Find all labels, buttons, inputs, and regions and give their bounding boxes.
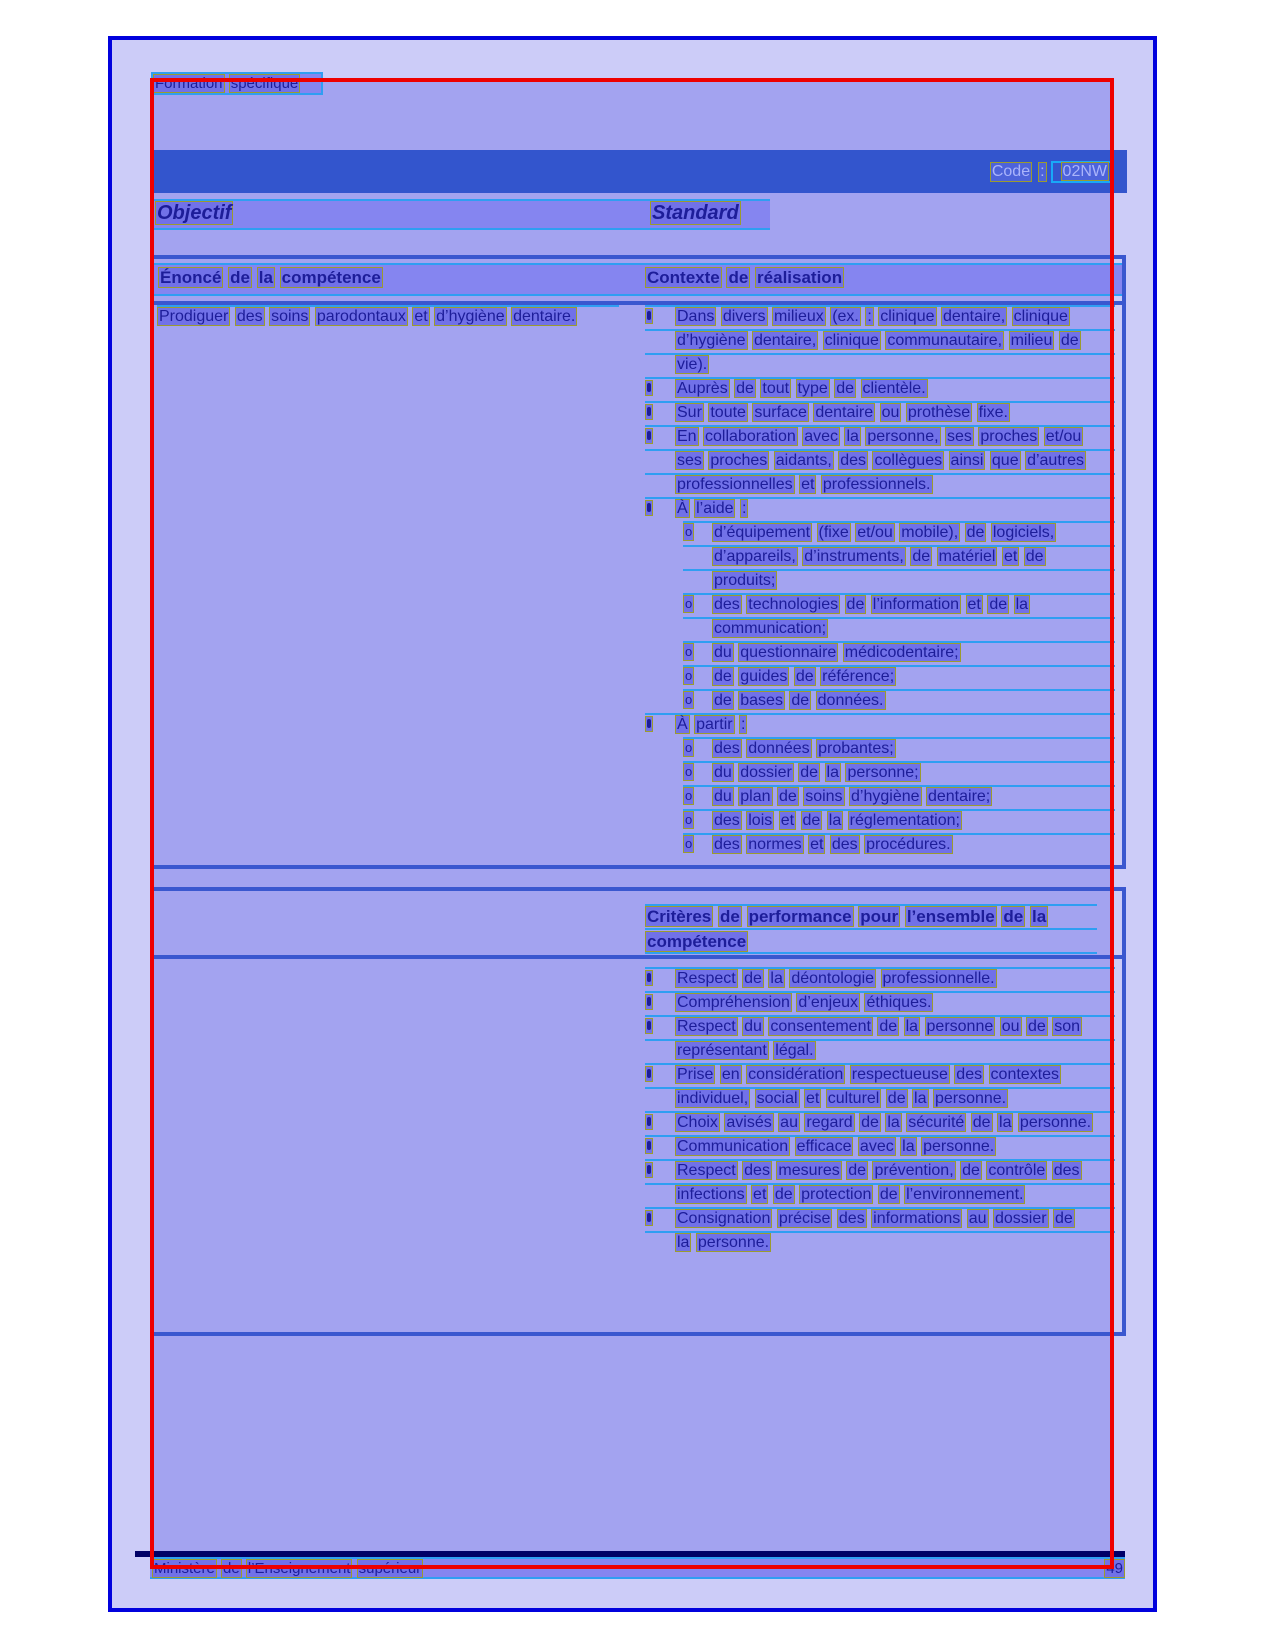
word: précise [778,1210,831,1227]
word: de [989,596,1008,613]
word: Prodiguer [159,308,229,325]
word: Compréhension [677,994,790,1011]
footer [150,1557,1125,1579]
word: des [236,308,263,325]
list-item [683,761,1115,785]
word: personne. [934,1090,1007,1107]
list-item [683,641,1115,665]
word: la [905,1018,919,1035]
word: de [714,668,732,685]
word: compétence [281,268,381,287]
bullet-icon [645,380,653,396]
word: déontologie [791,970,875,987]
bullet-icon [645,716,653,732]
right-column-header [645,268,844,288]
word: vie). [677,356,708,373]
list-item [645,497,1115,521]
criteria-header [645,904,1097,954]
word: soins [805,788,843,805]
code-separator: : [1040,162,1045,180]
word: de [879,1018,898,1035]
sub-bullet-icon: o [685,692,693,707]
word: pour [860,907,899,926]
word: de [1027,1018,1046,1035]
word: produits; [714,572,776,589]
word: et [753,1186,767,1203]
word: regard [806,1114,853,1131]
word: de [879,1186,898,1203]
word: Critères [647,907,712,926]
word: matériel [938,548,996,565]
word: la [677,1234,690,1251]
word: Choix [677,1114,718,1131]
list-item [645,1207,1115,1255]
list-item [683,833,1115,857]
word: éthiques. [866,994,932,1011]
word: technologies [748,596,839,613]
word: avec [804,428,839,445]
word: et [414,308,428,325]
word: de [800,764,819,781]
word: et [805,1090,820,1107]
word: du [714,764,732,781]
standard-heading [650,202,741,225]
word: et [967,596,981,613]
word: des [714,596,740,613]
word: supérieur [358,1559,422,1577]
word: et/ou [1045,428,1082,445]
code-header-bar [152,150,1127,193]
word: la [846,428,859,445]
word: la [258,268,273,287]
list-item [683,521,1115,593]
word: fixe. [978,404,1008,421]
sub-bullet-icon: o [685,812,693,827]
word: (ex. [832,308,859,325]
word: clinique [824,332,879,349]
list-item [683,689,1115,713]
word: respectueuse [851,1066,948,1083]
word: dentaire; [927,788,991,805]
word: des [714,812,740,829]
word: dentaire [815,404,874,421]
word: culturel [827,1090,880,1107]
list-item [645,1135,1115,1159]
word: personne [926,1018,994,1035]
objective-standard-row [152,199,770,230]
criteria-list [645,967,1115,1255]
word: de [795,668,814,685]
word: au [968,1210,987,1227]
bullet-icon [645,1162,653,1178]
word: de [846,596,865,613]
word: clinique [1013,308,1068,325]
word: consentement [770,1018,871,1035]
word: Auprès [677,380,728,397]
list-item [683,809,1115,833]
word: ses [947,428,972,445]
word: compétence [647,932,747,951]
code-value: 02NW [1062,162,1107,180]
word: l’information [872,596,960,613]
word: prothèse [907,404,971,421]
bullet-icon [645,1138,653,1154]
word: dossier [995,1210,1047,1227]
word: d’hygiène [677,332,746,349]
word: de [836,380,855,397]
list-item [683,593,1115,641]
word: bases [740,692,783,709]
bullet-icon [645,1018,653,1034]
word: clinique [880,308,935,325]
word: dossier [740,764,792,781]
word: l’environnement. [906,1186,1024,1203]
list-item [645,377,1115,401]
list-item [645,401,1115,425]
word: des [714,740,740,757]
word: Respect [677,1162,736,1179]
word: communautaire, [887,332,1003,349]
word: de [1003,907,1024,926]
word: de [1060,332,1079,349]
word: l’ensemble [906,907,995,926]
bullet-icon [645,1114,653,1130]
word: : [741,716,746,733]
list-item [645,991,1115,1015]
word: avec [859,1138,894,1155]
word: de [230,268,250,287]
word: des [838,1210,865,1227]
word: procédures. [866,836,951,853]
left-column-header [158,268,383,288]
word: la [902,1138,915,1155]
sub-bullet-icon: o [685,668,693,683]
word: de [728,268,749,287]
word: collaboration [705,428,796,445]
word: professionnelle. [882,970,995,987]
word: de [962,1162,980,1179]
word: de [774,1186,793,1203]
code-label: Code [991,162,1031,180]
list-item [645,305,1115,377]
list-item [645,1063,1115,1111]
word: l’Enseignement [247,1559,351,1577]
word: personne. [923,1138,995,1155]
word: contrôle [988,1162,1046,1179]
objective-heading-text: Objectif [157,202,232,224]
word: la [826,764,839,781]
sub-bullet-icon: o [685,644,693,659]
word: du [714,788,732,805]
sub-bullet-icon: o [685,788,693,803]
section-label [151,72,323,95]
word: divers [722,308,766,325]
word: surface [754,404,807,421]
bullet-icon [645,428,653,444]
word: légal. [775,1042,814,1059]
word: personne. [697,1234,770,1251]
word: efficace [796,1138,852,1155]
word: référence; [822,668,895,685]
bullet-icon [645,500,653,516]
word: En [677,428,697,445]
word: du [714,644,732,661]
word: de [714,692,732,709]
word: des [744,1162,770,1179]
word: : [867,308,872,325]
word: médicodentaire; [844,644,959,661]
word: des [714,836,740,853]
word: Formation [155,75,223,92]
word: avisés [726,1114,772,1131]
word: guides [740,668,788,685]
word: de [802,812,821,829]
sub-bullet-icon: o [685,596,693,611]
word: proches [710,452,768,469]
word: la [770,970,783,987]
word: la [1032,907,1047,926]
word: toute [710,404,746,421]
word: Dans [677,308,715,325]
word: mobile), [901,524,959,541]
word: de [887,1090,906,1107]
word: personne. [1019,1114,1092,1131]
word: la [828,812,842,829]
word: considération [748,1066,844,1083]
word: performance [748,907,852,926]
list-item [683,737,1115,761]
word: et/ou [857,524,893,541]
word: des [1053,1162,1080,1179]
word: probantes; [818,740,894,757]
word: infections [677,1186,745,1203]
word: Ministère [154,1559,215,1577]
footer-org [150,1560,423,1577]
word: et [1003,548,1018,565]
word: type [797,380,828,397]
word: soins [271,308,309,325]
word: d’instruments, [804,548,904,565]
word: Respect [677,970,736,987]
word: À [677,500,688,517]
word: dentaire. [513,308,576,325]
word: de [1055,1210,1073,1227]
word: Respect [677,1018,736,1035]
word: (fixe [818,524,849,541]
list-item [645,967,1115,991]
bullet-icon [645,308,653,324]
word: au [780,1114,798,1131]
bullet-icon [645,404,653,420]
word: dentaire, [942,308,1006,325]
word: de [861,1114,879,1131]
word: lois [748,812,773,829]
sub-bullet-icon: o [685,764,693,779]
word: ainsi [950,452,984,469]
word: personne; [847,764,919,781]
bullet-icon [645,970,653,986]
word: Consignation [677,1210,771,1227]
word: et [801,476,815,493]
word: : [741,500,747,517]
word: logiciels, [992,524,1055,541]
word: de [972,1114,991,1131]
list-item [645,713,1115,737]
list-item [683,665,1115,689]
word: des [956,1066,983,1083]
sub-bullet-icon: o [685,524,693,539]
word: plan [740,788,771,805]
word: du [744,1018,762,1035]
word: de [778,788,797,805]
word: informations [873,1210,961,1227]
word: clientèle. [862,380,926,397]
word: de [1025,548,1044,565]
word: des [831,836,858,853]
word: Sur [677,404,702,421]
word: de [744,970,762,987]
word: d’hygiène [436,308,505,325]
word: individuel, [677,1090,749,1107]
word: questionnaire [740,644,837,661]
word: réalisation [757,268,843,287]
word: prévention, [874,1162,954,1179]
word: et [810,836,824,853]
word: d’équipement [714,524,811,541]
word: mesures [778,1162,840,1179]
word: des [840,452,867,469]
competence-table [150,255,1126,869]
word: Énoncé [160,268,222,287]
list-item [683,785,1115,809]
sub-bullet-icon: o [685,740,693,755]
word: la [914,1090,927,1107]
word: que [991,452,1019,469]
word: dentaire, [753,332,817,349]
list-item [645,1111,1115,1135]
word: ou [1001,1018,1020,1035]
word: en [721,1066,740,1083]
word: représentant [677,1042,767,1059]
word: données. [817,692,884,709]
word: de [848,1162,867,1179]
word: À [677,716,688,733]
word: proches [980,428,1038,445]
word: de [912,548,931,565]
word: de [791,692,810,709]
word: tout [762,380,790,397]
list-item [645,1015,1115,1063]
bullet-icon [645,1066,653,1082]
word: de [736,380,754,397]
word: professionnelles [677,476,793,493]
word: d’autres [1027,452,1084,469]
word: social [756,1090,798,1107]
bullet-icon [645,994,653,1010]
word: réglementation; [849,812,960,829]
context-list [645,305,1115,857]
word: d’hygiène [851,788,920,805]
word: milieux [773,308,824,325]
code-value-box [1051,161,1113,183]
word: et [780,812,795,829]
word: ou [881,404,900,421]
word: l’aide [696,500,734,517]
word: sécurité [908,1114,965,1131]
word: Prise [677,1066,714,1083]
criteria-divider [154,955,1122,959]
word: protection [801,1186,872,1203]
competence-table-header-row [154,263,1122,296]
criteria-table [150,887,1126,1336]
context-cell [645,305,1115,857]
word: partir [696,716,733,733]
word: Contexte [647,268,720,287]
word: professionnels. [822,476,931,493]
page-number: 49 [1106,1559,1123,1577]
word: d’enjeux [798,994,859,1011]
list-item [645,425,1115,497]
word: contextes [990,1066,1060,1083]
objective-heading [155,202,233,225]
word: de [223,1559,240,1577]
word: son [1054,1018,1080,1035]
word: la [999,1114,1012,1131]
word: communication; [714,620,827,637]
word: collègues [874,452,943,469]
bullet-icon [645,1210,653,1226]
word: aidants, [775,452,832,469]
word: la [887,1114,900,1131]
word: parodontaux [316,308,406,325]
word: normes [748,836,802,853]
word: milieu [1010,332,1053,349]
word: Communication [677,1138,789,1155]
list-item [645,1159,1115,1207]
word: ses [677,452,702,469]
word: d’appareils, [714,548,796,565]
word: spécifique [230,75,299,92]
word: la [1015,596,1029,613]
standard-heading-text: Standard [652,202,739,224]
word: de [966,524,985,541]
word: de [720,907,740,926]
sub-bullet-icon: o [685,836,693,851]
competence-statement [157,305,619,329]
word: personne, [867,428,939,445]
word: données [748,740,810,757]
